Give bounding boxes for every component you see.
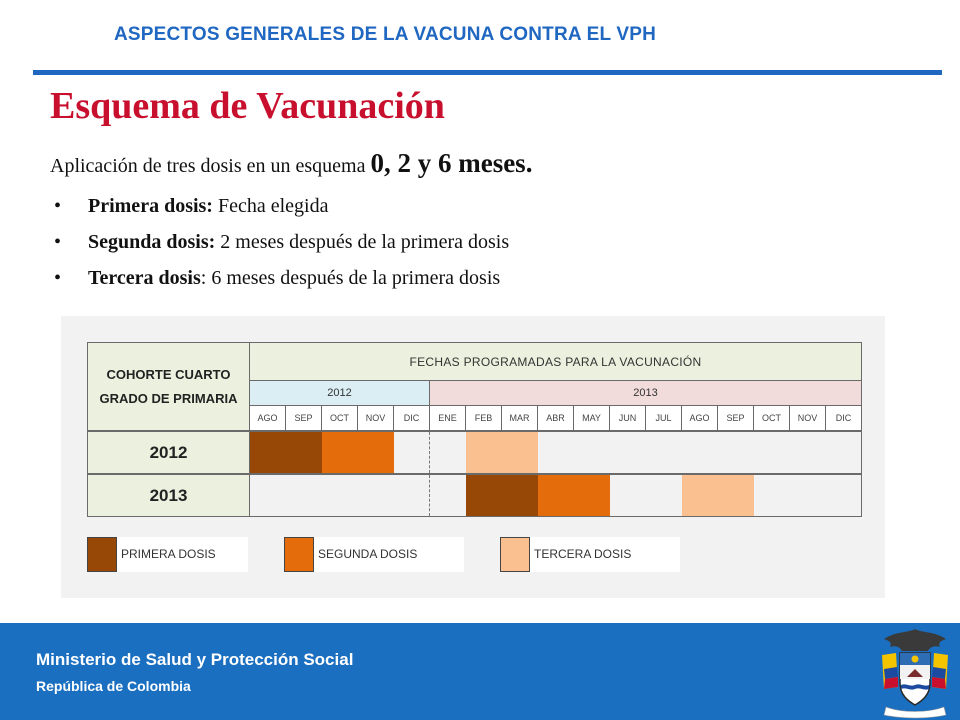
table-cell — [754, 431, 790, 474]
table-cell — [286, 474, 322, 517]
slide-title: Esquema de Vacunación — [50, 85, 445, 127]
year-header-2013: 2013 — [430, 381, 862, 406]
intro-line — [50, 148, 532, 179]
legend-label: PRIMERA DOSIS — [121, 547, 216, 561]
legend-tercera — [500, 537, 680, 572]
header-divider — [33, 70, 942, 75]
table-cell — [394, 431, 430, 474]
table-cell — [574, 431, 610, 474]
table-cell — [790, 474, 826, 517]
legend-swatch — [500, 537, 530, 572]
ministry-name: Ministerio de Salud y Protección Social — [36, 650, 354, 669]
legend-segunda — [284, 537, 464, 572]
bullet-icon: • — [54, 195, 62, 217]
legend-primera — [87, 537, 248, 572]
month-header: MAR — [502, 406, 538, 432]
table-cell — [646, 431, 682, 474]
month-header: DIC — [394, 406, 430, 432]
legend-swatch — [284, 537, 314, 572]
dose-text: Fecha elegida — [212, 195, 329, 217]
bullet-icon: • — [54, 231, 62, 253]
dose-cell-tercera — [466, 431, 502, 474]
legend-label: SEGUNDA DOSIS — [318, 547, 418, 561]
year-header-2012: 2012 — [250, 381, 430, 406]
dose-text: 2 meses después de la primera dosis — [215, 231, 510, 253]
month-header: OCT — [754, 406, 790, 432]
schedule-header: FECHAS PROGRAMADAS PARA LA VACUNACIÓN — [250, 343, 862, 381]
dose-cell-primera — [286, 431, 322, 474]
month-header: ENE — [430, 406, 466, 432]
month-header: SEP — [718, 406, 754, 432]
header-title: ASPECTOS GENERALES DE LA VACUNA CONTRA EL VPH — [113, 24, 657, 45]
dose-cell-primera — [250, 431, 286, 474]
table-cell — [430, 474, 466, 517]
table-cell — [610, 431, 646, 474]
intro-emphasis: 0, 2 y 6 meses. — [370, 148, 533, 178]
dose-label: Primera dosis: — [88, 195, 213, 217]
dose-cell-tercera — [682, 474, 718, 517]
table-cell — [754, 474, 790, 517]
table-cell — [826, 431, 862, 474]
footer — [0, 623, 960, 720]
legend-swatch — [87, 537, 117, 572]
cohort-row-label: 2012 — [88, 431, 250, 474]
month-header: MAY — [574, 406, 610, 432]
month-header: AGO — [250, 406, 286, 432]
dose-label: Segunda dosis: — [88, 231, 216, 253]
country-name: República de Colombia — [36, 678, 191, 694]
month-header: FEB — [466, 406, 502, 432]
table-cell — [358, 474, 394, 517]
dose-cell-segunda — [538, 474, 574, 517]
list-item — [50, 263, 509, 299]
table-cell — [538, 431, 574, 474]
month-header: AGO — [682, 406, 718, 432]
dose-list — [50, 191, 509, 299]
schedule-table — [87, 342, 862, 517]
table-cell — [826, 474, 862, 517]
table-cell — [718, 431, 754, 474]
table-cell — [790, 431, 826, 474]
list-item — [50, 191, 509, 227]
table-cell — [322, 474, 358, 517]
table-cell — [394, 474, 430, 517]
month-header: NOV — [358, 406, 394, 432]
schedule-figure — [61, 316, 885, 598]
dose-cell-segunda — [322, 431, 358, 474]
dose-cell-primera — [502, 474, 538, 517]
table-cell — [646, 474, 682, 517]
cohort-header-line2: GRADO DE PRIMARIA — [99, 390, 238, 406]
month-header: OCT — [322, 406, 358, 432]
list-item — [50, 227, 509, 263]
month-header: NOV — [790, 406, 826, 432]
coat-of-arms-icon — [872, 625, 958, 719]
table-cell — [682, 431, 718, 474]
month-header: JUN — [610, 406, 646, 432]
legend-label: TERCERA DOSIS — [534, 547, 632, 561]
table-row — [88, 431, 862, 474]
dose-text: : 6 meses después de la primera dosis — [200, 267, 501, 289]
dose-cell-segunda — [574, 474, 610, 517]
bullet-icon: • — [54, 267, 62, 289]
table-row — [88, 474, 862, 517]
cohort-header-line1: COHORTE CUARTO — [106, 366, 231, 382]
month-header: JUL — [646, 406, 682, 432]
cohort-row-label: 2013 — [88, 474, 250, 517]
month-header: SEP — [286, 406, 322, 432]
month-header: ABR — [538, 406, 574, 432]
table-cell — [250, 474, 286, 517]
month-header: DIC — [826, 406, 862, 432]
dose-cell-segunda — [358, 431, 394, 474]
table-cell — [610, 474, 646, 517]
intro-text: Aplicación de tres dosis en un esquema — [50, 155, 371, 177]
dose-cell-tercera — [718, 474, 754, 517]
table-cell — [430, 431, 466, 474]
dose-cell-tercera — [502, 431, 538, 474]
dose-label: Tercera dosis — [88, 267, 201, 289]
cohort-header — [88, 343, 250, 432]
dose-cell-primera — [466, 474, 502, 517]
